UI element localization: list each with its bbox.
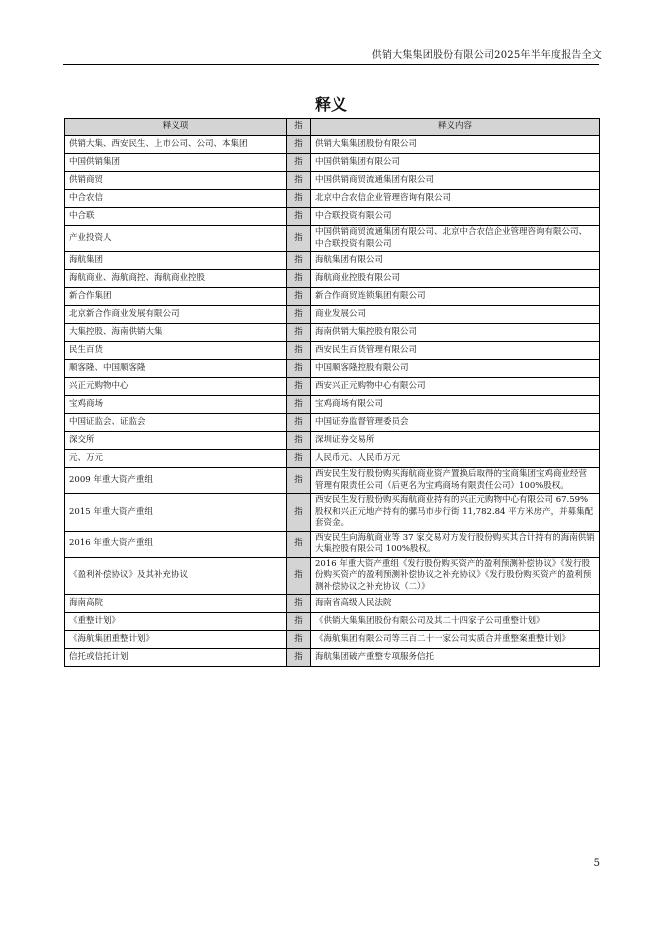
column-header-term: 释义项 (65, 119, 287, 136)
table-row (65, 136, 600, 154)
cell-definition: 中国供销商贸流通集团有限公司、北京中合农信企业管理咨询有限公司、中合联投资有限公司 (311, 226, 600, 252)
cell-term: 信托或信托计划 (65, 649, 287, 667)
table-row (65, 613, 600, 631)
table-row (65, 649, 600, 667)
cell-term: 《海航集团重整计划》 (65, 631, 287, 649)
table-row (65, 154, 600, 172)
cell-ref: 指 (287, 631, 311, 649)
cell-definition: 《海航集团有限公司等三百二十一家公司实质合并重整案重整计划》 (311, 631, 600, 649)
cell-ref: 指 (287, 468, 311, 494)
cell-definition: 中国顺客隆控股有限公司 (311, 360, 600, 378)
cell-ref: 指 (287, 190, 311, 208)
cell-ref: 指 (287, 252, 311, 270)
cell-definition: 中国供销商贸流通集团有限公司 (311, 172, 600, 190)
cell-ref: 指 (287, 342, 311, 360)
definitions-table (64, 118, 600, 667)
table-row (65, 324, 600, 342)
table-row (65, 450, 600, 468)
cell-term: 民生百货 (65, 342, 287, 360)
cell-definition: 西安兴正元购物中心有限公司 (311, 378, 600, 396)
cell-ref: 指 (287, 226, 311, 252)
cell-term: 产业投资人 (65, 226, 287, 252)
page-number: 5 (593, 858, 600, 869)
table-row (65, 342, 600, 360)
cell-ref: 指 (287, 595, 311, 613)
cell-ref: 指 (287, 613, 311, 631)
cell-ref: 指 (287, 494, 311, 532)
cell-term: 《重整计划》 (65, 613, 287, 631)
table-row (65, 494, 600, 532)
cell-ref: 指 (287, 378, 311, 396)
table-row (65, 432, 600, 450)
cell-definition: 人民币元、人民币万元 (311, 450, 600, 468)
cell-definition: 中合联投资有限公司 (311, 208, 600, 226)
cell-ref: 指 (287, 306, 311, 324)
cell-term: 海航集团 (65, 252, 287, 270)
cell-definition: 2016 年重大资产重组《发行股份购买资产的盈利预测补偿协议》《发行股份购买资产的盈利预测补偿协议之补充协议》《发行股份购买资产的盈利预测补偿协议之补充协议（二）》 (311, 557, 600, 595)
cell-term: 2015 年重大资产重组 (65, 494, 287, 532)
table-row (65, 252, 600, 270)
document-header: 供销大集集团股份有限公司2025年半年度报告全文 (371, 50, 602, 61)
column-header-definition: 释义内容 (311, 119, 600, 136)
cell-definition: 深圳证券交易所 (311, 432, 600, 450)
cell-term: 供销大集、西安民生、上市公司、公司、本集团 (65, 136, 287, 154)
cell-term: 兴正元购物中心 (65, 378, 287, 396)
cell-definition: 海航商业控股有限公司 (311, 270, 600, 288)
table-row (65, 190, 600, 208)
cell-ref: 指 (287, 154, 311, 172)
cell-ref: 指 (287, 432, 311, 450)
table-body (65, 136, 600, 667)
cell-term: 《盈利补偿协议》及其补充协议 (65, 557, 287, 595)
cell-term: 顺客隆、中国顺客隆 (65, 360, 287, 378)
cell-term: 2009 年重大资产重组 (65, 468, 287, 494)
cell-term: 海航商业、海航商控、海航商业控股 (65, 270, 287, 288)
cell-ref: 指 (287, 531, 311, 557)
table-row (65, 468, 600, 494)
table-row (65, 360, 600, 378)
table-row (65, 414, 600, 432)
cell-term: 中国供销集团 (65, 154, 287, 172)
cell-definition: 供销大集集团股份有限公司 (311, 136, 600, 154)
cell-ref: 指 (287, 360, 311, 378)
cell-definition: 西安民生百货管理有限公司 (311, 342, 600, 360)
cell-ref: 指 (287, 324, 311, 342)
cell-definition: 中国证券监督管理委员会 (311, 414, 600, 432)
cell-definition: 海南省高级人民法院 (311, 595, 600, 613)
cell-definition: 新合作商贸连锁集团有限公司 (311, 288, 600, 306)
cell-ref: 指 (287, 288, 311, 306)
cell-definition: 商业发展公司 (311, 306, 600, 324)
cell-term: 中国证监会、证监会 (65, 414, 287, 432)
cell-definition: 西安民生发行股份购买海航商业资产置换后取得的宝商集团宝鸡商业经营管理有限责任公司（后更名为宝鸡商场有限责任公司）100%股权。 (311, 468, 600, 494)
cell-term: 中合联 (65, 208, 287, 226)
table-row (65, 396, 600, 414)
cell-ref: 指 (287, 450, 311, 468)
column-header-ref: 指 (287, 119, 311, 136)
table-row (65, 631, 600, 649)
cell-ref: 指 (287, 414, 311, 432)
table-row (65, 226, 600, 252)
cell-definition: 《供销大集集团股份有限公司及其二十四家子公司重整计划》 (311, 613, 600, 631)
cell-ref: 指 (287, 270, 311, 288)
cell-term: 2016 年重大资产重组 (65, 531, 287, 557)
cell-term: 宝鸡商场 (65, 396, 287, 414)
table-row (65, 288, 600, 306)
cell-term: 中合农信 (65, 190, 287, 208)
cell-definition: 中国供销集团有限公司 (311, 154, 600, 172)
cell-term: 供销商贸 (65, 172, 287, 190)
cell-term: 元、万元 (65, 450, 287, 468)
section-title: 释义 (314, 95, 347, 114)
table-row (65, 306, 600, 324)
cell-term: 深交所 (65, 432, 287, 450)
cell-definition: 宝鸡商场有限公司 (311, 396, 600, 414)
cell-ref: 指 (287, 136, 311, 154)
table-row (65, 172, 600, 190)
cell-ref: 指 (287, 649, 311, 667)
cell-term: 新合作集团 (65, 288, 287, 306)
table-header-row (65, 119, 600, 136)
cell-definition: 海航集团破产重整专项服务信托 (311, 649, 600, 667)
table-row (65, 378, 600, 396)
cell-definition: 西安民生发行股份购买海航商业持有的兴正元购物中心有限公司 67.59%股权和兴正元地产持有的骡马市步行街 11,782.84 平方米房产，并募集配套资金。 (311, 494, 600, 532)
cell-definition: 北京中合农信企业管理咨询有限公司 (311, 190, 600, 208)
cell-ref: 指 (287, 172, 311, 190)
cell-definition: 西安民生向海航商业等 37 家交易对方发行股份购买其合计持有的海南供销大集控股有限公司 100%股权。 (311, 531, 600, 557)
cell-term: 海南高院 (65, 595, 287, 613)
cell-ref: 指 (287, 557, 311, 595)
cell-term: 大集控股、海南供销大集 (65, 324, 287, 342)
header-divider (63, 64, 599, 65)
cell-definition: 海航集团有限公司 (311, 252, 600, 270)
cell-definition: 海南供销大集控股有限公司 (311, 324, 600, 342)
table-row (65, 595, 600, 613)
table-row (65, 557, 600, 595)
cell-ref: 指 (287, 208, 311, 226)
cell-ref: 指 (287, 396, 311, 414)
table-row (65, 270, 600, 288)
cell-term: 北京新合作商业发展有限公司 (65, 306, 287, 324)
table-row (65, 531, 600, 557)
table-row (65, 208, 600, 226)
